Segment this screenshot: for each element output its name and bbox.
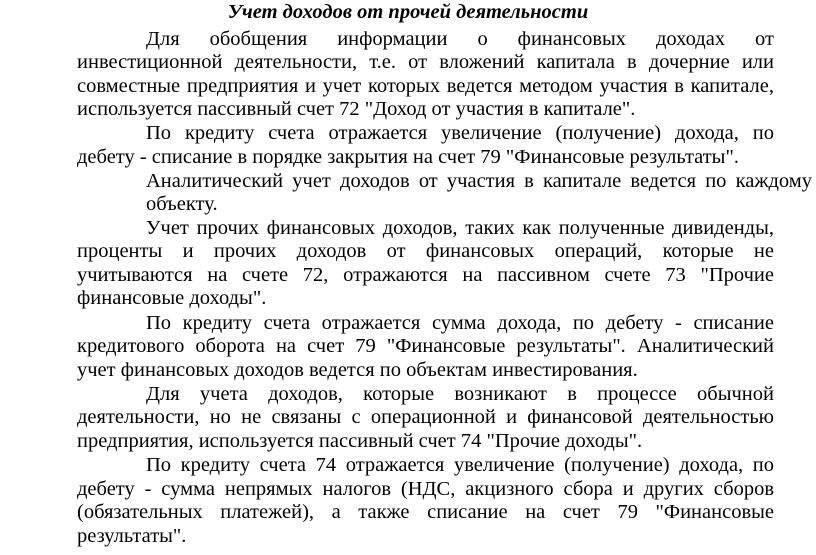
text-line: Аналитический учет доходов от участия в капитале ведется по каждому xyxy=(146,170,812,192)
text-line: учет финансовых доходов ведется по объектам инвестирования. xyxy=(77,359,638,381)
document-title: Учет доходов от прочей деятельности xyxy=(227,1,589,23)
text-line: совместные предприятия и учет которых ведется методом участия в капитале, xyxy=(77,75,774,97)
text-line: деятельности, но не связаны с операционной и финансовой деятельностью xyxy=(77,406,774,428)
text-line: Для учета доходов, которые возникают в процессе обычной xyxy=(146,383,774,405)
text-line: По кредиту счета отражается сумма дохода, по дебету - списание xyxy=(146,312,774,334)
text-line: предприятия, используется пассивный счет 74 "Прочие доходы". xyxy=(77,430,643,452)
text-line: проценты и прочих доходов от финансовых операций, которые не xyxy=(77,240,774,262)
text-line: Учет прочих финансовых доходов, таких как полученные дивиденды, xyxy=(146,217,774,239)
text-line: По кредиту счета 74 отражается увеличение (получение) дохода, по xyxy=(146,454,774,476)
text-line: объекту. xyxy=(146,193,218,215)
text-line: (обязательных платежей), а также списание на счет 79 "Финансовые xyxy=(77,501,774,523)
text-line: кредитового оборота на счет 79 "Финансовые результаты". Аналитический xyxy=(77,335,774,357)
text-line: Для обобщения информации о финансовых доходах от xyxy=(146,28,774,50)
text-line: результаты". xyxy=(77,525,187,547)
text-line: учитываются на счете 72, отражаются на пассивном счете 73 "Прочие xyxy=(77,264,774,286)
text-line: По кредиту счета отражается увеличение (получение) дохода, по xyxy=(146,122,774,144)
text-line: дебету - списание в порядке закрытия на счет 79 "Финансовые результаты". xyxy=(77,146,739,168)
text-line: используется пассивный счет 72 "Доход от участия в капитале". xyxy=(77,98,636,120)
text-line: дебету - сумма непрямых налогов (НДС, акцизного сбора и других сборов xyxy=(77,478,774,500)
text-line: инвестиционной деятельности, т.е. от вложений капитала в дочерние или xyxy=(77,51,774,73)
text-line: финансовые доходы". xyxy=(77,287,267,309)
